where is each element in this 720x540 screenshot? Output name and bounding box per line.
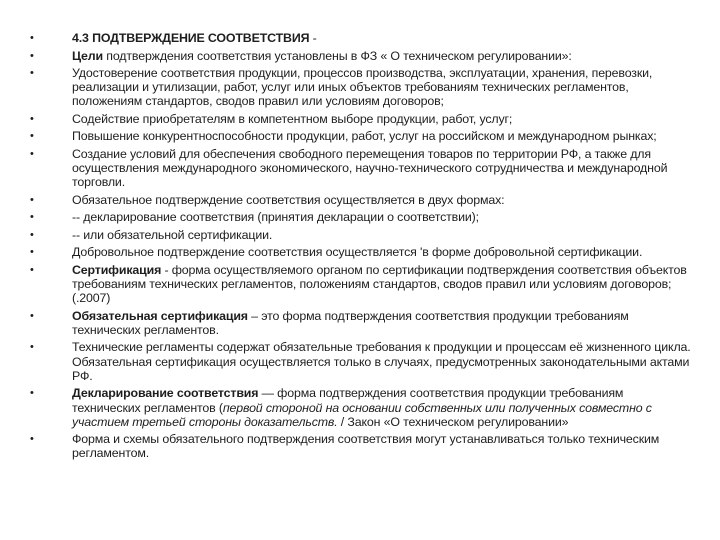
bullet-icon: • bbox=[30, 263, 34, 276]
bullet-icon: • bbox=[30, 309, 34, 322]
list-item bbox=[30, 432, 695, 460]
bullet-icon: • bbox=[30, 67, 34, 79]
list-item bbox=[30, 193, 695, 207]
item-text: Обязательное подтверждение соответствия осуществляется в двух формах: bbox=[72, 192, 505, 207]
item-text: Добровольное подтверждение соответствия осуществляется 'в форме добровольной сертификации. bbox=[72, 245, 643, 260]
list-item bbox=[30, 147, 695, 190]
list-item bbox=[30, 112, 695, 126]
list-item bbox=[30, 129, 695, 143]
bold-term: Цели bbox=[72, 48, 103, 63]
bullet-icon: • bbox=[30, 147, 34, 160]
list-item bbox=[30, 309, 695, 337]
item-text: – это форма подтверждения соответствия продукции требованиям технических регламентов. bbox=[72, 308, 629, 337]
list-item bbox=[30, 228, 695, 242]
bullet-icon: • bbox=[30, 130, 34, 143]
bullet-list bbox=[30, 31, 695, 464]
item-text: Создание условий для обеспечения свободного перемещения товаров по территории РФ, а также для осуществления международного экономического, научно-технического сотрудничества и международной торговли. bbox=[72, 146, 668, 190]
bullet-icon: • bbox=[30, 32, 34, 44]
item-tail: / Закон «О техническом регулировании» bbox=[337, 414, 569, 429]
item-text: - bbox=[309, 31, 317, 45]
bold-term: 4.3 ПОДТВЕРЖДЕНИЕ СООТВЕТСТВИЯ bbox=[72, 31, 310, 45]
item-text: -- декларирование соответствия (принятия декларации о соответствии); bbox=[72, 210, 479, 225]
bullet-icon: • bbox=[30, 211, 34, 224]
list-item bbox=[30, 210, 695, 224]
item-text: подтверждения соответствия установлены в ФЗ « О техническом регулировании»: bbox=[102, 48, 572, 63]
list-item bbox=[30, 245, 695, 259]
bullet-icon: • bbox=[30, 193, 34, 206]
bold-term: Декларирование соответствия bbox=[72, 386, 259, 401]
item-text: Повышение конкурентноспособности продукции, работ, услуг на российском и международном рынках; bbox=[72, 129, 657, 144]
list-item bbox=[30, 31, 695, 45]
item-text: Технические регламенты содержат обязательные требования к продукции и процессам её жизненного цикла. Обязательная сертификация осуществляется только в случаях, предусмотренных законодательными актами РФ. bbox=[72, 340, 691, 383]
item-text: Удостоверение соответствия продукции, процессов производства, эксплуатации, хранения, перевозки, реализации и утилизации, работ, услуг или иных объектов требованиям технических регламентов, положениям стандартов, сводов правил или условиям договоров; bbox=[72, 66, 653, 109]
italic-text: первой стороной на основании собственных или полученных совместно с участием третьей стороны доказательств. bbox=[72, 400, 652, 429]
list-item bbox=[30, 263, 695, 306]
bullet-icon: • bbox=[30, 387, 34, 400]
item-text: Форма и схемы обязательного подтверждения соответствия могут устанавливаться только техническим регламентом. bbox=[72, 432, 660, 461]
list-item bbox=[30, 386, 695, 429]
bullet-icon: • bbox=[30, 49, 34, 62]
item-text: — форма подтверждения соответствия продукции требованиям технических регламентов ( bbox=[72, 386, 624, 415]
item-text: Содействие приобретателям в компетентном выборе продукции, работ, услуг; bbox=[72, 111, 513, 126]
item-text: -- или обязательной сертификации. bbox=[72, 227, 273, 242]
item-text: - форма осуществляемого органом по сертификации подтверждения соответствия объектов требованиям технических регламентов, положениям стандартов, сводов правил или условиям договоров; (.2007) bbox=[72, 262, 687, 306]
list-item bbox=[30, 340, 695, 383]
list-item bbox=[30, 49, 695, 63]
bullet-icon: • bbox=[30, 246, 34, 259]
bold-term: Обязательная сертификация bbox=[72, 308, 248, 323]
bold-term: Сертификация bbox=[72, 262, 162, 277]
bullet-icon: • bbox=[30, 112, 34, 125]
list-item bbox=[30, 66, 695, 109]
bullet-icon: • bbox=[30, 228, 34, 241]
bullet-icon: • bbox=[30, 433, 34, 446]
bullet-icon: • bbox=[30, 341, 34, 354]
